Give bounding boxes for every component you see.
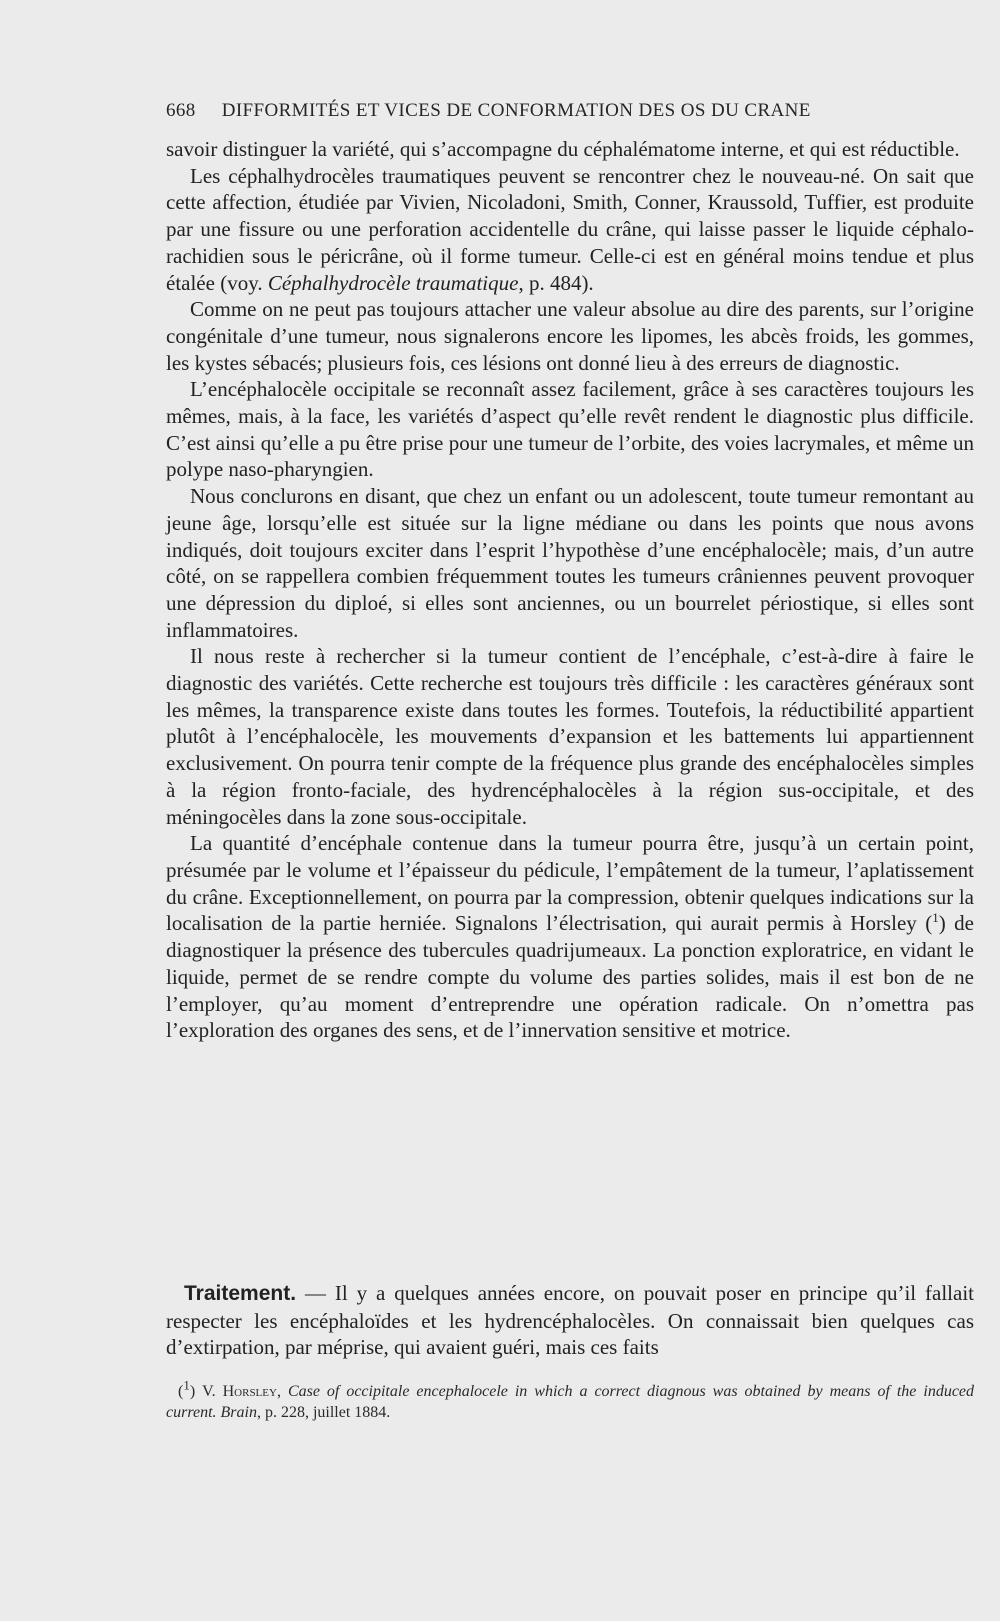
paragraph-text: La quantité d’encéphale contenue dans la tumeur pourra être, jusqu’à un certain point, présumée par le volume et l’épaisseur du pédicule, l’empâtement de la tumeur, l’aplatissement du crâne. Exceptionnellement, on pourra par la compression, obtenir quelques indications sur la localisation de la partie herniée. Signalons l’électrisation, qui aurait permis à Horsley (: [166, 831, 974, 936]
section-heading: Traitement.: [184, 1282, 297, 1305]
footnote-marker-number: 1: [183, 1377, 190, 1393]
footnote-reference: 1: [932, 910, 939, 926]
paragraph-encephalocele-occipitale: L’encéphalocèle occipitale se reconnaît assez facilement, grâce à ses caractères toujours les mêmes, mais, à la face, les variétés d’aspect qu’elle revêt rendent le diagnostic plus difficile. C’est ainsi qu’elle a pu être prise pour une tumeur de l’orbite, des voies lacrymales, et même un polype naso-pharyngien.: [166, 377, 974, 482]
page-number: 668: [166, 100, 196, 121]
footnote-author: V. Horsley: [202, 1383, 277, 1400]
paragraph-quantite: [166, 830, 974, 1044]
running-head: [166, 100, 976, 122]
body-text: [166, 136, 974, 1044]
traitement-paragraph: [166, 1280, 974, 1361]
section-text: — Il y a quelques années encore, on pouvait poser en principe qu’il fallait respecter les encéphaloïdes et les hydrencéphalocèles. On connaissait bien quelques cas d’extirpation, par méprise, qui avaient guéri, mais ces faits: [166, 1281, 974, 1360]
paragraph-varietes: Il nous reste à rechercher si la tumeur contient de l’encéphale, c’est-à-dire à faire le diagnostic des variétés. Cette recherche est toujours très difficile : les caractères généraux sont les mêmes, la transparence existe dans toutes les formes. Toutefois, la réductibilité appartient plutôt à l’encéphalocèle, les mouvements d’expansion et les battements lui appartiennent exclusivement. On pourra tenir compte de la fréquence plus grande des encéphalocèles simples à la région fronto-faciale, des hydrencéphalocèles à la région sus-occipitale, et des méningocèles dans la zone sous-occipitale.: [166, 644, 974, 829]
cross-reference-title: Céphalhydrocèle traumatique: [267, 270, 519, 295]
paragraph-cephalhydroceles: [166, 163, 974, 297]
footnote-text: ($^1$) V. Horsley, Case of occipitale encephalocele in which a correct diagnous was obtained by means of the induced current. Brain, p. 228, juillet 1884.: [166, 1377, 975, 1421]
paragraph-text: Les céphalhydrocèles traumatiques peuvent se rencontrer chez le nouveau-né. On sait que cette affection, étudiée par Vivien, Nicoladoni, Smith, Conner, Kraussold, Tuffier, est produite par une fissure ou une perforation accidentelle du crâne, qui laisse passer le liquide céphalo-rachidien sous le péricrâne, où il forme tumeur. Celle-ci est en général moins tendue et plus étalée (voy.: [166, 163, 974, 295]
paragraph-conclusion: Nous conclurons en disant, que chez un enfant ou un adolescent, toute tumeur remontant au jeune âge, lorsqu’elle est située sur la ligne médiane ou dans les points que nous avons indiqués, doit toujours exciter dans l’esprit l’hypothèse d’une encéphalocèle; mais, d’un autre côté, on se rappellera combien fréquemment toutes les tumeurs crâniennes peuvent provoquer une dépression du diploé, si elles sont anciennes, ou un bourrelet périostique, si elles sont inflammatoires.: [166, 484, 974, 642]
traitement-section: [166, 1280, 974, 1361]
paragraph-text: ) de diagnostiquer la présence des tubercules quadrijumeaux. La ponction exploratrice, en vidant le liquide, permet de se rendre compte du volume des parties solides, mais il est bon de ne l’employer, qu’au moment d’entreprendre une opération radicale. On n’omettra pas l’exploration des organes des sens, et de l’innervation sensitive et motrice.: [166, 911, 974, 1043]
footnote-marker-close: ): [189, 1383, 196, 1400]
footnote-citation: , p. 228, juillet 1884.: [256, 1404, 391, 1421]
footnote: [166, 1377, 975, 1423]
chapter-title: DIFFORMITÉS ET VICES DE CONFORMATION DES OS DU CRANE: [221, 100, 811, 121]
paragraph-text: , p. 484).: [518, 270, 594, 295]
paragraph-differential: Comme on ne peut pas toujours attacher une valeur absolue au dire des parents, sur l’origine congénitale d’une tumeur, nous signalerons encore les lipomes, les abcès froids, les gommes, les kystes sébacés; plusieurs fois, ces lésions ont donné lieu à des erreurs de diagnostic.: [166, 297, 974, 375]
footnote-title: Case of occipitale encephalocele in which a correct diagnous was obtained by means of the induced current. Brain: [166, 1383, 975, 1421]
footnote-marker-open: (: [178, 1383, 184, 1400]
paragraph-continued: savoir distinguer la variété, qui s’accompagne du céphalématome interne, et qui est réductible.: [166, 137, 960, 161]
